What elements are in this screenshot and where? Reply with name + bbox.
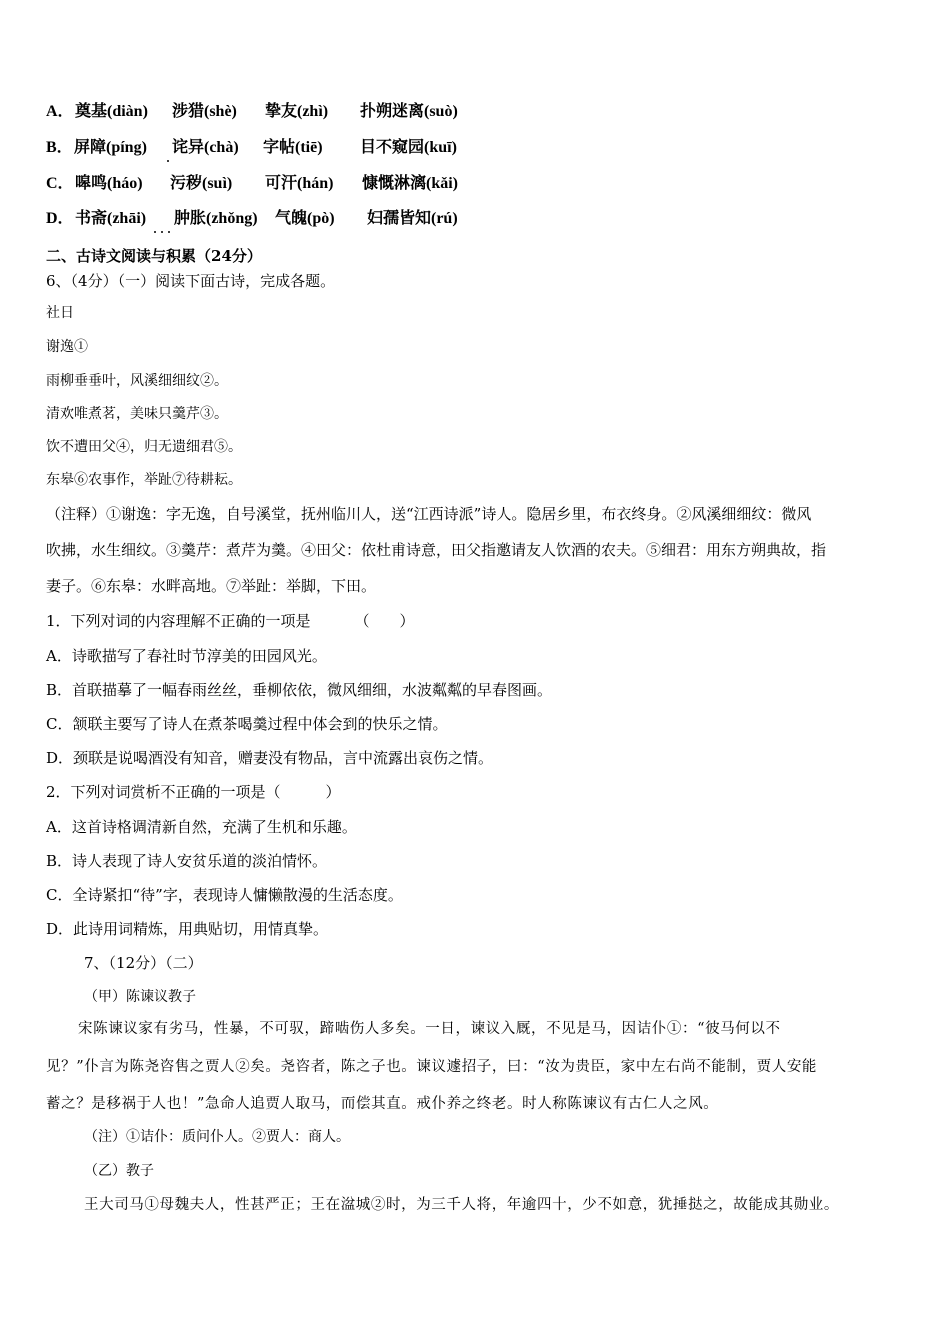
option-item: 诧异(chà) bbox=[172, 139, 239, 156]
question-2-stem: 2．下列对词赏析不正确的一项是（ ） bbox=[46, 783, 341, 801]
passage-note: （注）①诘仆：质问仆人。②贾人：商人。 bbox=[84, 1129, 350, 1145]
choice: A．这首诗格调清新自然，充满了生机和乐趣。 bbox=[46, 818, 357, 836]
option-item: 奠基(diàn) bbox=[75, 103, 148, 120]
poem-line: 东皋⑥农事作，举趾⑦待耕耘。 bbox=[46, 472, 242, 488]
option-item: 妇孺皆知(rú) bbox=[367, 210, 458, 227]
choice: A．诗歌描写了春社时节淳美的田园风光。 bbox=[46, 647, 327, 665]
option-item: 书斋(zhāi) bbox=[75, 210, 147, 227]
option-item: 嗥鸣(háo) bbox=[75, 175, 143, 192]
option-item: 肿胀(zhǒng) bbox=[174, 210, 258, 227]
option-item: 慷慨淋漓(kǎi) bbox=[362, 175, 459, 192]
stem-text: 1．下列对词的内容理解不正确的一项是 bbox=[46, 612, 311, 630]
option-item: 目不窥园(kuī) bbox=[360, 139, 457, 156]
option-letter: A． bbox=[46, 103, 74, 120]
question-6: 6、（4分）（一）阅读下面古诗，完成各题。 bbox=[46, 272, 336, 290]
choice: B．首联描摹了一幅春雨丝丝，垂柳依依，微风细细，水波粼粼的早春图画。 bbox=[46, 681, 553, 699]
poem-title: 社日 bbox=[46, 305, 74, 321]
emphasis-dot bbox=[161, 231, 163, 233]
option-item: 气魄(pò) bbox=[275, 210, 335, 227]
passage-text: 王大司马①母魏夫人，性甚严正；王在湓城②时，为三千人将，年逾四十，少不如意，犹捶挞之，故能成其勋业。 bbox=[84, 1197, 839, 1213]
option-item: 字帖(tiē) bbox=[263, 139, 323, 156]
option-item: 涉猎(shè) bbox=[172, 103, 237, 120]
question-1-stem bbox=[46, 611, 415, 631]
passage-text: 见？”仆言为陈尧咨售之贾人②矣。尧咨者，陈之子也。谏议遽招子，曰：“汝为贵臣，家中左右尚不能制，贾人安能 bbox=[46, 1059, 818, 1075]
passage-jia-title: （甲）陈谏议教子 bbox=[84, 989, 196, 1005]
section-heading: 二、古诗文阅读与积累（24分） bbox=[46, 247, 262, 265]
choice: D．颈联是说喝酒没有知音，赠妻没有物品，言中流露出哀伤之情。 bbox=[46, 749, 494, 767]
notes-line: 吹拂，水生细纹。③羹芹：煮芹为羹。④田父：依杜甫诗意，田父指邀请友人饮酒的农夫。⑤细君：用东方朔典故，指 bbox=[46, 541, 827, 559]
option-item: 屏障(píng) bbox=[74, 139, 147, 156]
poem-author: 谢逸① bbox=[46, 339, 88, 355]
option-letter: B． bbox=[46, 139, 73, 156]
choice: C．全诗紧扣“待”字，表现诗人慵懒散漫的生活态度。 bbox=[46, 886, 403, 904]
poem-line: 雨柳垂垂叶，风溪细细纹②。 bbox=[46, 373, 228, 389]
option-item: 污秽(suì) bbox=[170, 175, 233, 192]
option-item: 扑朔迷离(suò) bbox=[360, 103, 458, 120]
option-item: 可汗(hán) bbox=[265, 175, 334, 192]
answer-paren: （ ） bbox=[354, 612, 415, 630]
emphasis-dot bbox=[154, 231, 156, 233]
emphasis-dot bbox=[168, 231, 170, 233]
poem-line: 饮不遭田父④，归无遗细君⑤。 bbox=[46, 439, 242, 455]
passage-yi-title: （乙）教子 bbox=[84, 1163, 154, 1179]
option-letter: D． bbox=[46, 210, 74, 227]
choice: B．诗人表现了诗人安贫乐道的淡泊情怀。 bbox=[46, 852, 328, 870]
option-item: 挚友(zhì) bbox=[265, 103, 329, 120]
poem-line: 清欢唯煮茗，美味只羹芹③。 bbox=[46, 406, 228, 422]
notes-line: 妻子。⑥东皋：水畔高地。⑦举趾：举脚，下田。 bbox=[46, 577, 377, 595]
emphasis-dot bbox=[167, 160, 169, 162]
choice: D．此诗用词精炼，用典贴切，用情真挚。 bbox=[46, 920, 329, 938]
question-7: 7、（12分）（二） bbox=[84, 954, 203, 972]
notes-line: （注释）①谢逸：字无逸，自号溪堂，抚州临川人，送“江西诗派”诗人。隐居乡里，布衣终身。②风溪细细纹：微风 bbox=[46, 505, 812, 523]
passage-text: 宋陈谏议家有劣马，性暴，不可驭，蹄啮伤人多矣。一日，谏议入厩，不见是马，因诘仆①：“彼马何以不 bbox=[78, 1021, 781, 1037]
choice: C．颔联主要写了诗人在煮茶喝羹过程中体会到的快乐之情。 bbox=[46, 715, 448, 733]
passage-text: 蓄之？是移祸于人也！”急命人追贾人取马，而偿其直。戒仆养之终老。时人称陈谏议有古仁人之风。 bbox=[46, 1096, 719, 1112]
option-letter: C． bbox=[46, 175, 74, 192]
